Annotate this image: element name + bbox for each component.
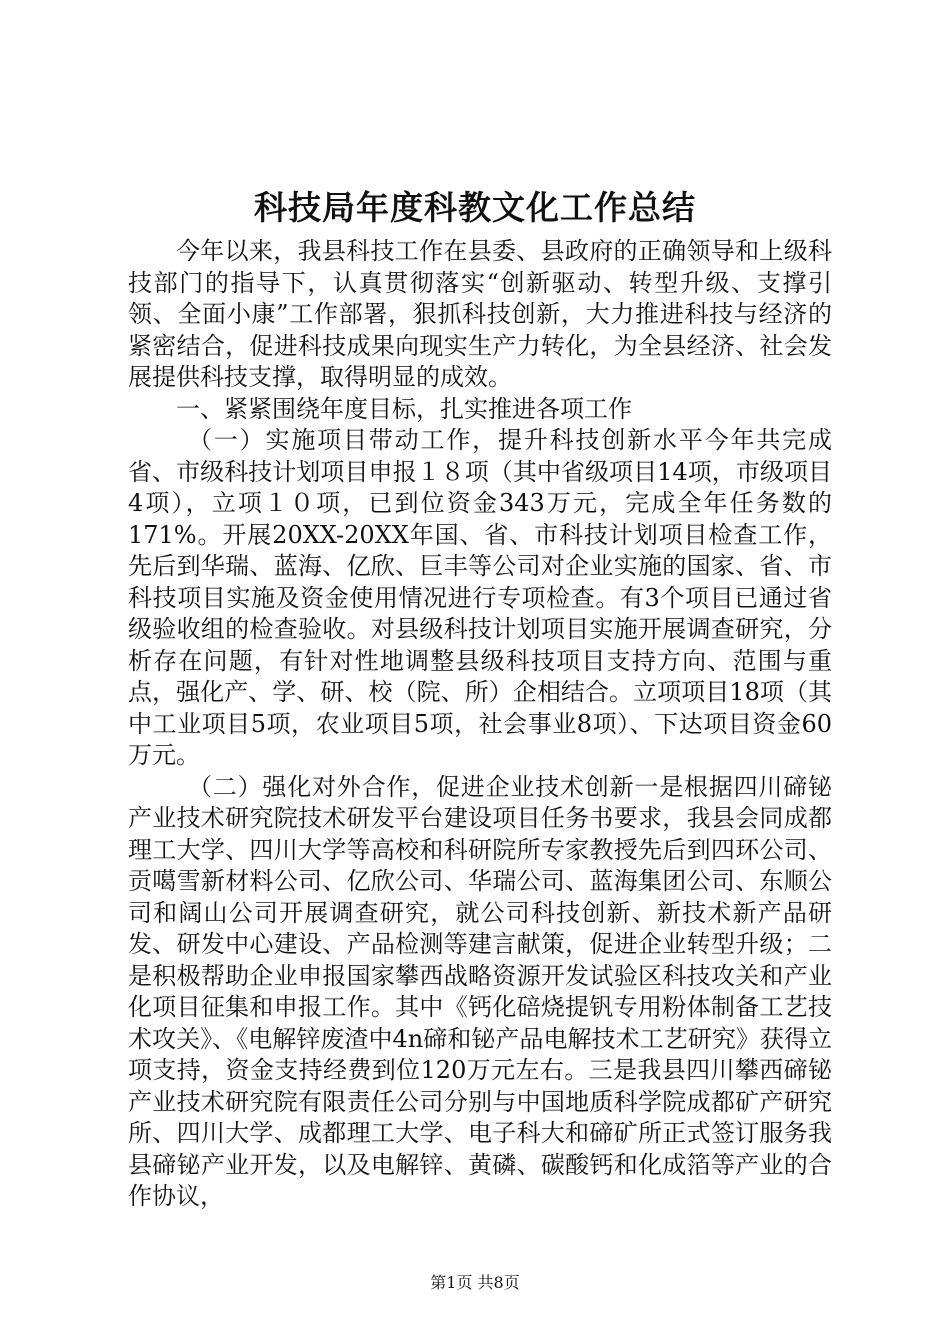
page-footer: 第1页 共8页	[430, 1273, 520, 1292]
section-heading: 一、紧紧围绕年度目标，扎实推进各项工作	[176, 394, 632, 423]
paragraph-external-cooperation: （二）强化对外合作，促进企业技术创新一是根据四川碲铋产业技术研究院技术研发平台建设项目任务书要求，我县会同成都理工大学、四川大学等高校和科研院所专家教授先后到四环公司、贡噶雪新材料公司、亿欣公司、华瑞公司、蓝海集团公司、东顺公司和阔山公司开展调查研究，就公司科技创新、新技术新产品研发、研发中心建设、产品检测等建言献策，促进企业转型升级；二是积极帮助企业申报国家攀西战略资源开发试验区科技攻关和产业化项目征集和申报工作。其中《钙化碚烧提钒专用粉体制备工艺技术攻关》、《电解锌废渣中4n碲和铋产品电解技术工艺研究》获得立项支持，资金支持经费到位120万元左右。三是我县四川攀西碲铋产业技术研究院有限责任公司分别与中国地质科学院成都矿产研究所、四川大学、成都理工大学、电子科大和碲矿所正式签订服务我县碲铋产业开发，以及电解锌、黄磷、碳酸钙和化成箔等产业的合作协议，	[128, 772, 832, 1210]
paragraph-intro: 今年以来，我县科技工作在县委、县政府的正确领导和上级科技部门的指导下，认真贯彻落实“创新驱动、转型升级、支撑引领、全面小康”工作部署，狠抓科技创新，大力推进科技与经济的紧密结合，促进科技成果向现实生产力转化，为全县经济、社会发展提供科技支撑，取得明显的成效。	[128, 237, 832, 391]
document-body	[128, 236, 832, 1213]
paragraph-project-driven: （一）实施项目带动工作，提升科技创新水平今年共完成省、市级科技计划项目申报１８项（其中省级项目14项，市级项目4项），立项１０项，已到位资金343万元，完成全年任务数的171%。开展20XX-20XX年国、省、市科技计划项目检查工作，先后到华瑞、蓝海、亿欣、巨丰等公司对企业实施的国家、省、市科技项目实施及资金使用情况进行专项检查。有3个项目已通过省级验收组的检查验收。对县级科技计划项目实施开展调查研究，分析存在问题，有针对性地调整县级科技项目支持方向、范围与重点，强化产、学、研、校（院、所）企相结合。立项项目18项（其中工业项目5项，农业项目5项，社会事业8项）、下达项目资金60万元。	[128, 426, 832, 769]
document-title: 科技局年度科教文化工作总结	[254, 188, 696, 227]
